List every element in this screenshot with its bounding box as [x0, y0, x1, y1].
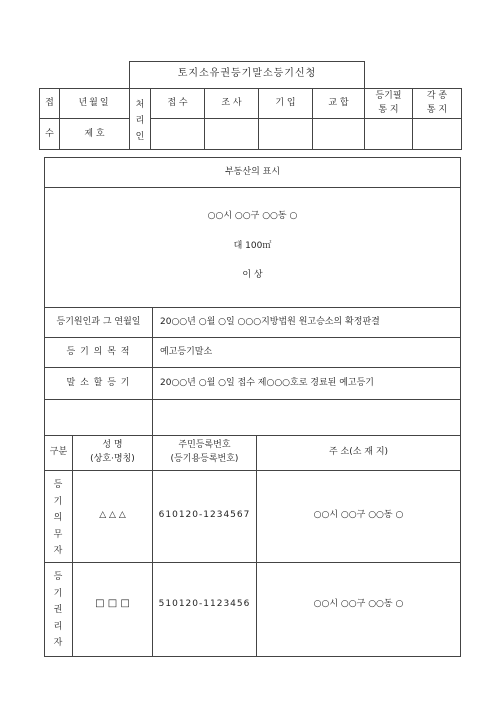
party-kind-holder: 등기권리자	[53, 572, 63, 648]
form-title: 토지소유권등기말소등기신청	[177, 68, 317, 79]
col-collation: 교 합	[328, 98, 349, 108]
notify-various-2: 통 지	[426, 105, 448, 115]
party-kind-obligor: 등기의무자	[53, 480, 63, 556]
party-col-kind: 구분	[49, 447, 68, 457]
field-value-cause: 20○○년 ○월 ○일 ○○○지방법원 원고승소의 확정판결	[160, 317, 380, 327]
party-name-holder: □ □ □	[95, 598, 130, 609]
field-label-cancel: 말 소 할 등 기	[66, 378, 131, 388]
reception-label: 접	[45, 98, 54, 108]
party-address-obligor: ○○시 ○○구 ○○동 ○	[313, 510, 404, 520]
property-land: 대 100㎡	[233, 241, 272, 251]
property-end: 이 상	[242, 270, 263, 280]
party-id-holder: 510120-1123456	[158, 599, 251, 609]
party-id-obligor: 610120-1234567	[158, 510, 251, 520]
main-form	[0, 150, 504, 670]
number-label: 제 호	[84, 129, 105, 139]
property-section-title: 부동산의 표시	[224, 167, 281, 177]
field-value-cancel: 20○○년 ○월 ○일 접수 제○○○호로 경료된 예고등기	[160, 378, 374, 388]
notify-various-1: 각 종	[426, 91, 448, 101]
col-inspection: 조 사	[221, 98, 242, 108]
party-name-obligor: △ △ △	[99, 510, 126, 520]
notify-completion-2: 통 지	[378, 105, 399, 115]
field-label-purpose: 등 기 의 목 적	[66, 347, 131, 357]
processing-label: 처리인	[135, 100, 145, 142]
field-label-cause: 등기원인과 그 연월일	[56, 317, 141, 327]
header-table	[0, 0, 504, 150]
field-value-purpose: 예고등기말소	[160, 347, 213, 357]
reception-label-2: 수	[45, 129, 54, 139]
party-col-address: 주 소(소 재 지)	[328, 447, 389, 457]
notify-completion-1: 등기필	[375, 91, 402, 101]
party-address-holder: ○○시 ○○구 ○○동 ○	[313, 599, 404, 609]
party-col-name-2: (상호·명칭)	[90, 454, 135, 464]
col-reception: 접 수	[167, 98, 188, 108]
party-col-id-2: (등기용등록번호)	[170, 454, 239, 464]
property-address: ○○시 ○○구 ○○동 ○	[207, 211, 298, 221]
col-entry: 기 입	[275, 98, 296, 108]
party-col-id-1: 주민등록번호	[178, 440, 231, 450]
date-label: 년월일	[78, 98, 111, 108]
party-col-name-1: 성 명	[102, 440, 123, 450]
